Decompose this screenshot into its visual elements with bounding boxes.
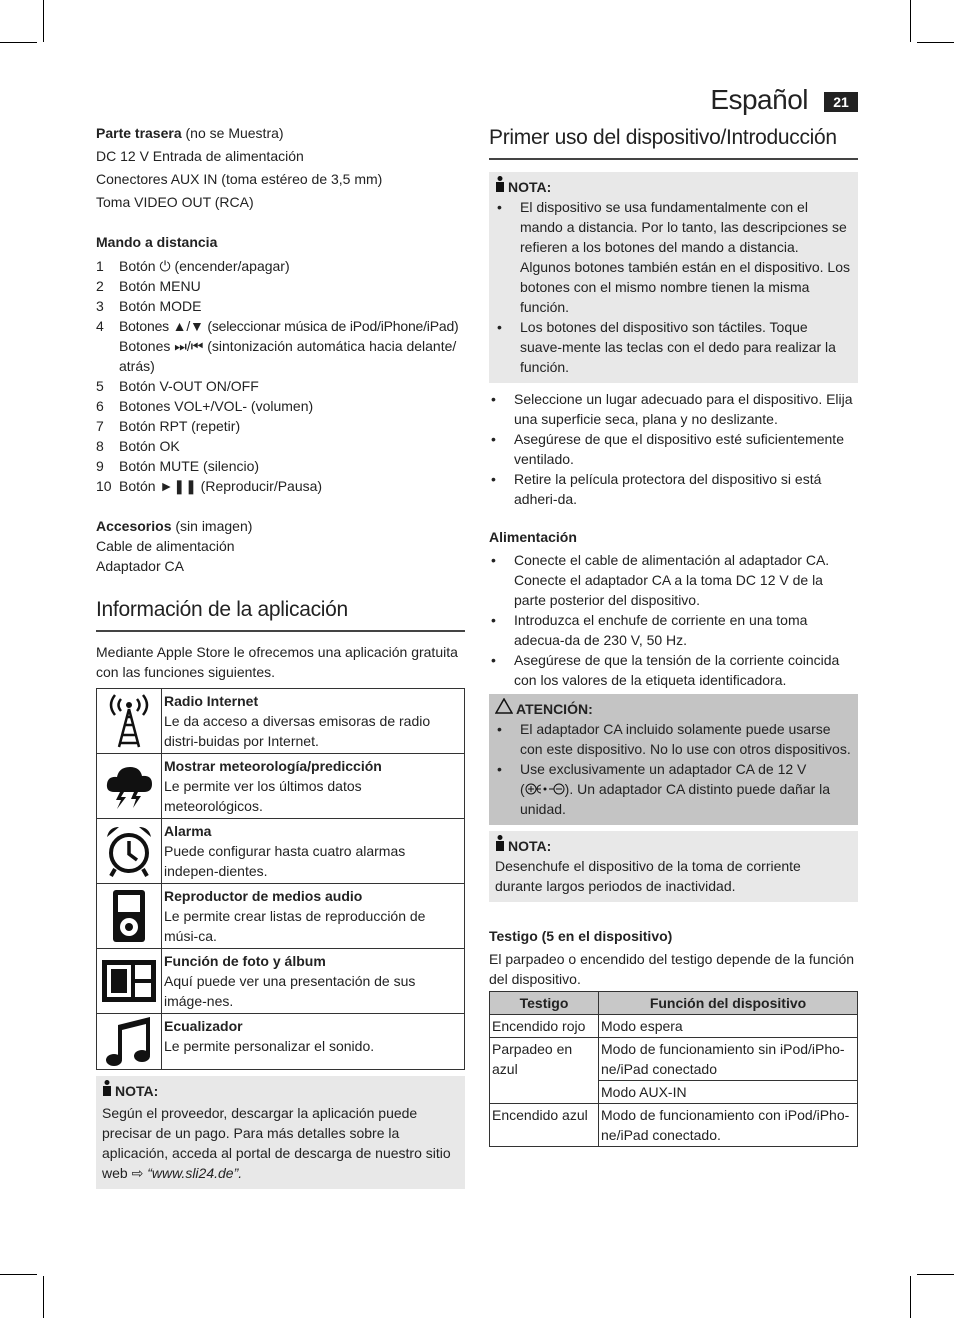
- website-link[interactable]: “www.sli24.de”.: [147, 1165, 243, 1181]
- list-item: • Conecte el cable de alimentación al adaptador CA. Conecte el adaptador CA a la toma DC 12 V de la parte posterior del dispositivo.: [491, 552, 830, 608]
- attention-box: [489, 694, 858, 825]
- table-header-row: [490, 992, 858, 1015]
- crop-mark: [917, 1274, 954, 1275]
- app-heading: Información de la aplicación: [96, 596, 465, 632]
- list-item: • Use exclusivamente un adaptador CA de 12 V ( ). Un adaptador CA distinto puede dañar la unidad.: [497, 761, 831, 817]
- list-item: Botones ⏭/⏮ (sintonización automática hacia delante/ atrás): [119, 338, 457, 374]
- app-title: Radio Internet: [164, 693, 259, 709]
- remote-list: [96, 256, 465, 496]
- list-item: 6 Botones VOL+/VOL- (volumen): [96, 398, 314, 414]
- app-title: Función de foto y álbum: [164, 953, 326, 969]
- first-use-steps: [489, 389, 858, 509]
- rear-title-note: (no se Muestra): [185, 125, 284, 141]
- page-number: 21: [824, 92, 858, 112]
- app-desc: Le da acceso a diversas emisoras de radio distri-buidas por Internet.: [164, 713, 431, 749]
- app-table: [96, 688, 465, 1070]
- list-item: • Introduzca el enchufe de corriente en una toma adecua-da de 230 V, 50 Hz.: [491, 612, 808, 648]
- list-item: • El adaptador CA incluido solamente puede usarse con este dispositivo. No lo use con otros dispositivos.: [497, 721, 851, 757]
- app-desc: Le permite ver los últimos datos meteorológicos.: [164, 778, 362, 814]
- app-desc: Aquí puede ver una presentación de sus imáge-nes.: [164, 973, 416, 1009]
- note-text: Según el proveedor, descargar la aplicación puede precisar de un pago. Para más detalles sobre la aplicación, acceda al portal de descarga de nuestro sitio web: [102, 1105, 451, 1181]
- rear-item: Conectores AUX IN (toma estéreo de 3,5 mm): [96, 171, 383, 187]
- list-item: • Los botones del dispositivo son táctiles. Toque suave-mente las teclas con el dedo para realizar la función.: [497, 319, 836, 375]
- table-row: [97, 689, 465, 754]
- right-column: [489, 124, 858, 1147]
- left-column: [96, 122, 465, 1189]
- warning-icon: [495, 698, 513, 719]
- list-item: • Asegúrese de que el dispositivo esté suficientemente ventilado.: [491, 431, 844, 467]
- list-item: 8 Botón OK: [96, 438, 180, 454]
- table-row: [97, 949, 465, 1014]
- app-title: Ecualizador: [164, 1018, 243, 1034]
- rear-section: [96, 122, 465, 214]
- led-table: [489, 991, 858, 1147]
- table-row: [490, 1015, 858, 1038]
- note-list: [495, 197, 852, 377]
- list-item: • El dispositivo se usa fundamentalmente con el mando a distancia. Por lo tanto, las descripciones se refieren a los botones del mando a distancia. Algunos botones también están en el dispositivo. Los botones con el mismo nombre tienen la misma función.: [497, 199, 850, 315]
- app-title: Reproductor de medios audio: [164, 888, 363, 904]
- led-state: Encendido azul: [490, 1104, 599, 1147]
- first-use-heading: Primer uso del dispositivo/Introducción: [489, 124, 858, 160]
- photo-album-icon: [97, 949, 162, 1014]
- rear-item: Toma VIDEO OUT (RCA): [96, 194, 254, 210]
- led-state: Parpadeo en azul: [490, 1038, 599, 1104]
- app-desc: Le permite crear listas de reproducción de músi-ca.: [164, 908, 426, 944]
- power-title: Alimentación: [489, 529, 577, 545]
- media-player-icon: [97, 884, 162, 949]
- table-row: [97, 819, 465, 884]
- accessories-title: Accesorios: [96, 518, 172, 534]
- polarity-icon: [525, 781, 565, 797]
- app-title: Alarma: [164, 823, 212, 839]
- note-box: [489, 831, 858, 902]
- rear-item: DC 12 V Entrada de alimentación: [96, 148, 304, 164]
- rear-title: Parte trasera: [96, 125, 182, 141]
- accessories-title-note: (sin imagen): [175, 518, 253, 534]
- note-box: [489, 172, 858, 383]
- list-item: 10 Botón ►❚❚ (Reproducir/Pausa): [96, 478, 323, 494]
- music-note-icon: [97, 1014, 162, 1070]
- power-list: [489, 550, 858, 690]
- note-text: Desenchufe el dispositivo de la toma de corriente durante largos periodos de inactividad.: [495, 858, 801, 894]
- list-item: • Retire la película protectora del dispositivo si está adheri-da.: [491, 471, 822, 507]
- crop-mark: [0, 42, 37, 43]
- list-item: 7 Botón RPT (repetir): [96, 418, 241, 434]
- app-desc: Le permite personalizar el sonido.: [164, 1038, 375, 1054]
- list-item: • Seleccione un lugar adecuado para el dispositivo. Elija una superficie seca, plana y no deslizante.: [491, 391, 853, 427]
- accessories-item: Cable de alimentación: [96, 538, 235, 554]
- crop-mark: [0, 1274, 37, 1275]
- crop-mark: [43, 0, 44, 42]
- table-row: [490, 1038, 858, 1081]
- led-function: Modo de funcionamiento sin iPod/iPho-ne/iPad conectado: [599, 1038, 858, 1081]
- note-title: NOTA:: [495, 176, 852, 197]
- alarm-clock-icon: [97, 819, 162, 884]
- radio-tower-icon: [97, 689, 162, 754]
- list-item: • Asegúrese de que la tensión de la corriente coincida con los valores de la etiqueta identificadora.: [491, 652, 840, 688]
- table-row: [97, 754, 465, 819]
- table-row: [490, 1104, 858, 1147]
- info-icon: [495, 176, 505, 197]
- info-icon: [495, 835, 505, 856]
- crop-mark: [910, 1276, 911, 1318]
- list-item: 1 Botón ⏻ (encender/apagar): [96, 258, 290, 274]
- list-item: 9 Botón MUTE (silencio): [96, 458, 260, 474]
- column-header: Testigo: [490, 992, 599, 1015]
- crop-mark: [43, 1276, 44, 1318]
- note-box: [96, 1076, 465, 1189]
- led-function: Modo de funcionamiento con iPod/iPho-ne/iPad conectado.: [599, 1104, 858, 1147]
- note-title: NOTA:: [102, 1080, 459, 1101]
- list-item: 4 Botones ▲/▼ (seleccionar música de iPod/iPhone/iPad): [96, 318, 459, 334]
- attention-title: ATENCIÓN:: [495, 698, 852, 719]
- list-item: 3 Botón MODE: [96, 298, 202, 314]
- led-intro: El parpadeo o encendido del testigo depende de la función del dispositivo.: [489, 951, 855, 987]
- page-language-title: Español: [710, 84, 808, 115]
- arrow-icon: ⇨: [131, 1165, 144, 1181]
- app-desc: Puede configurar hasta cuatro alarmas indepen-dientes.: [164, 843, 406, 879]
- table-row: [97, 884, 465, 949]
- app-intro: Mediante Apple Store le ofrecemos una aplicación gratuita con las funciones siguientes.: [96, 644, 458, 680]
- attention-list: [495, 719, 852, 819]
- led-function: Modo AUX-IN: [599, 1081, 858, 1104]
- table-row: [97, 1014, 465, 1070]
- storm-cloud-icon: [97, 754, 162, 819]
- app-title: Mostrar meteorología/predicción: [164, 758, 382, 774]
- info-icon: [102, 1080, 112, 1101]
- column-header: Función del dispositivo: [599, 992, 858, 1015]
- led-title: Testigo (5 en el dispositivo): [489, 928, 673, 944]
- accessories-item: Adaptador CA: [96, 558, 184, 574]
- crop-mark: [910, 0, 911, 42]
- note-title: NOTA:: [495, 835, 852, 856]
- led-function: Modo espera: [599, 1015, 858, 1038]
- list-item: 2 Botón MENU: [96, 278, 201, 294]
- led-state: Encendido rojo: [490, 1015, 599, 1038]
- crop-mark: [917, 42, 954, 43]
- list-item: 5 Botón V-OUT ON/OFF: [96, 378, 259, 394]
- remote-title: Mando a distancia: [96, 234, 218, 250]
